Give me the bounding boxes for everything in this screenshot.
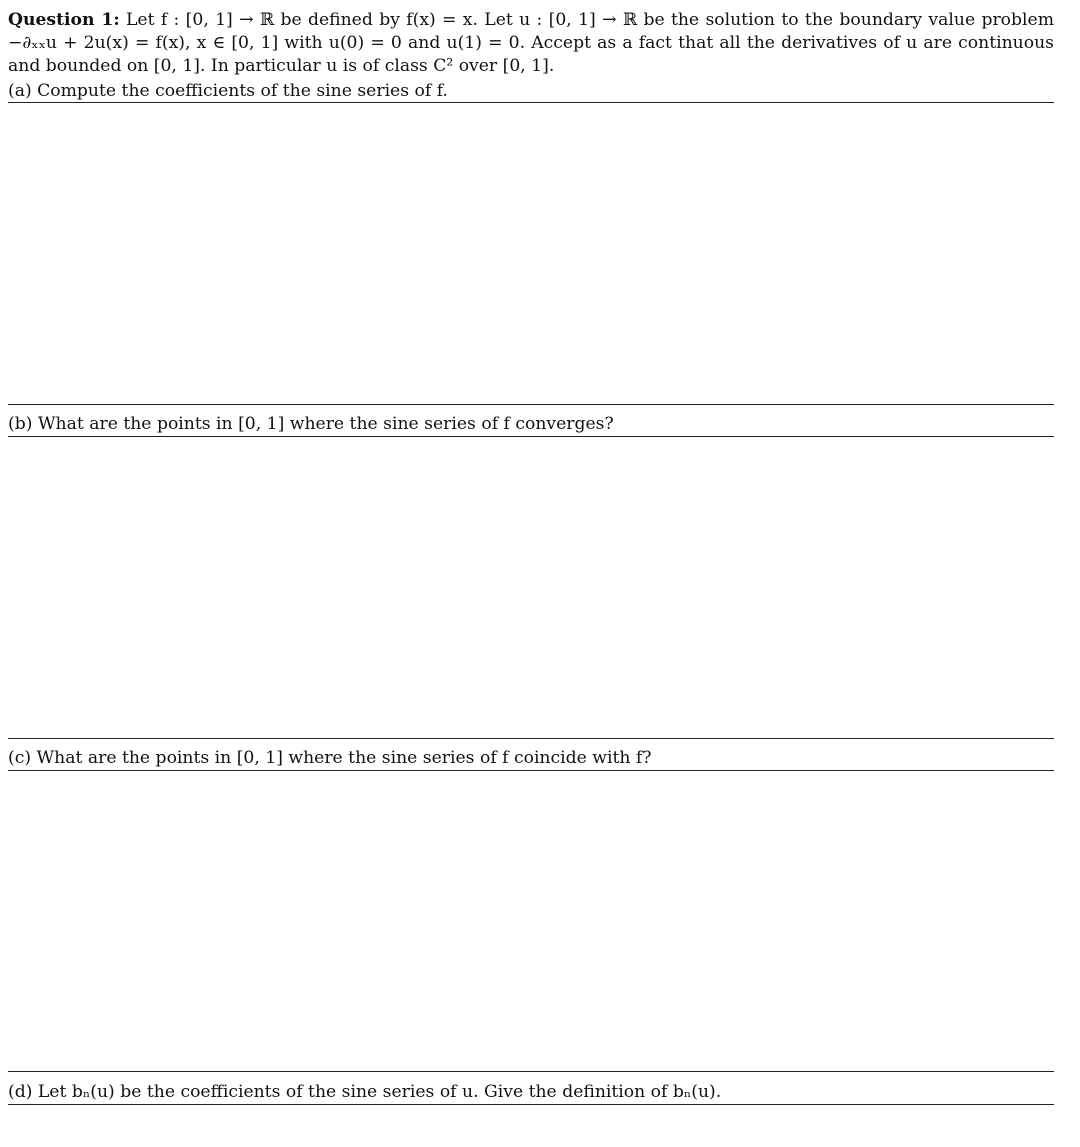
part-a-underline [8, 102, 1054, 103]
intro-line-3: and bounded on [0, 1]. In particular u is of class C² over [0, 1]. [8, 55, 555, 76]
part-c-answer-end-rule [8, 1071, 1054, 1072]
part-b-underline [8, 436, 1054, 437]
intro-line-2: −∂ₓₓu + 2u(x) = f(x), x ∈ [0, 1] with u(0) = 0 and u(1) = 0. Accept as a fact that all the derivatives of u are continuous [8, 32, 1054, 53]
part-c-label: (c) What are the points in [0, 1] where the sine series of f coincide with f? [8, 748, 652, 768]
part-b-answer-end-rule [8, 738, 1054, 739]
part-b-prompt [8, 413, 1054, 435]
part-a-prompt [8, 80, 1054, 102]
part-b-label: (b) What are the points in [0, 1] where the sine series of f converges? [8, 414, 614, 434]
question-heading: Question 1: [8, 10, 120, 30]
part-a-label: (a) Compute the coefficients of the sine series of f. [8, 81, 448, 101]
part-d-underline [8, 1104, 1054, 1105]
part-c-prompt [8, 747, 1054, 769]
part-d-label: (d) Let bₙ(u) be the coefficients of the sine series of u. Give the definition of bₙ(u). [8, 1082, 722, 1102]
part-c-underline [8, 770, 1054, 771]
question-intro [8, 9, 1054, 77]
part-d-prompt [8, 1081, 1054, 1103]
intro-line-1: Question 1: Let f : [0, 1] → ℝ be defined by f(x) = x. Let u : [0, 1] → ℝ be the solution to the boundary value problem [8, 10, 1054, 30]
part-a-answer-end-rule [8, 404, 1054, 405]
